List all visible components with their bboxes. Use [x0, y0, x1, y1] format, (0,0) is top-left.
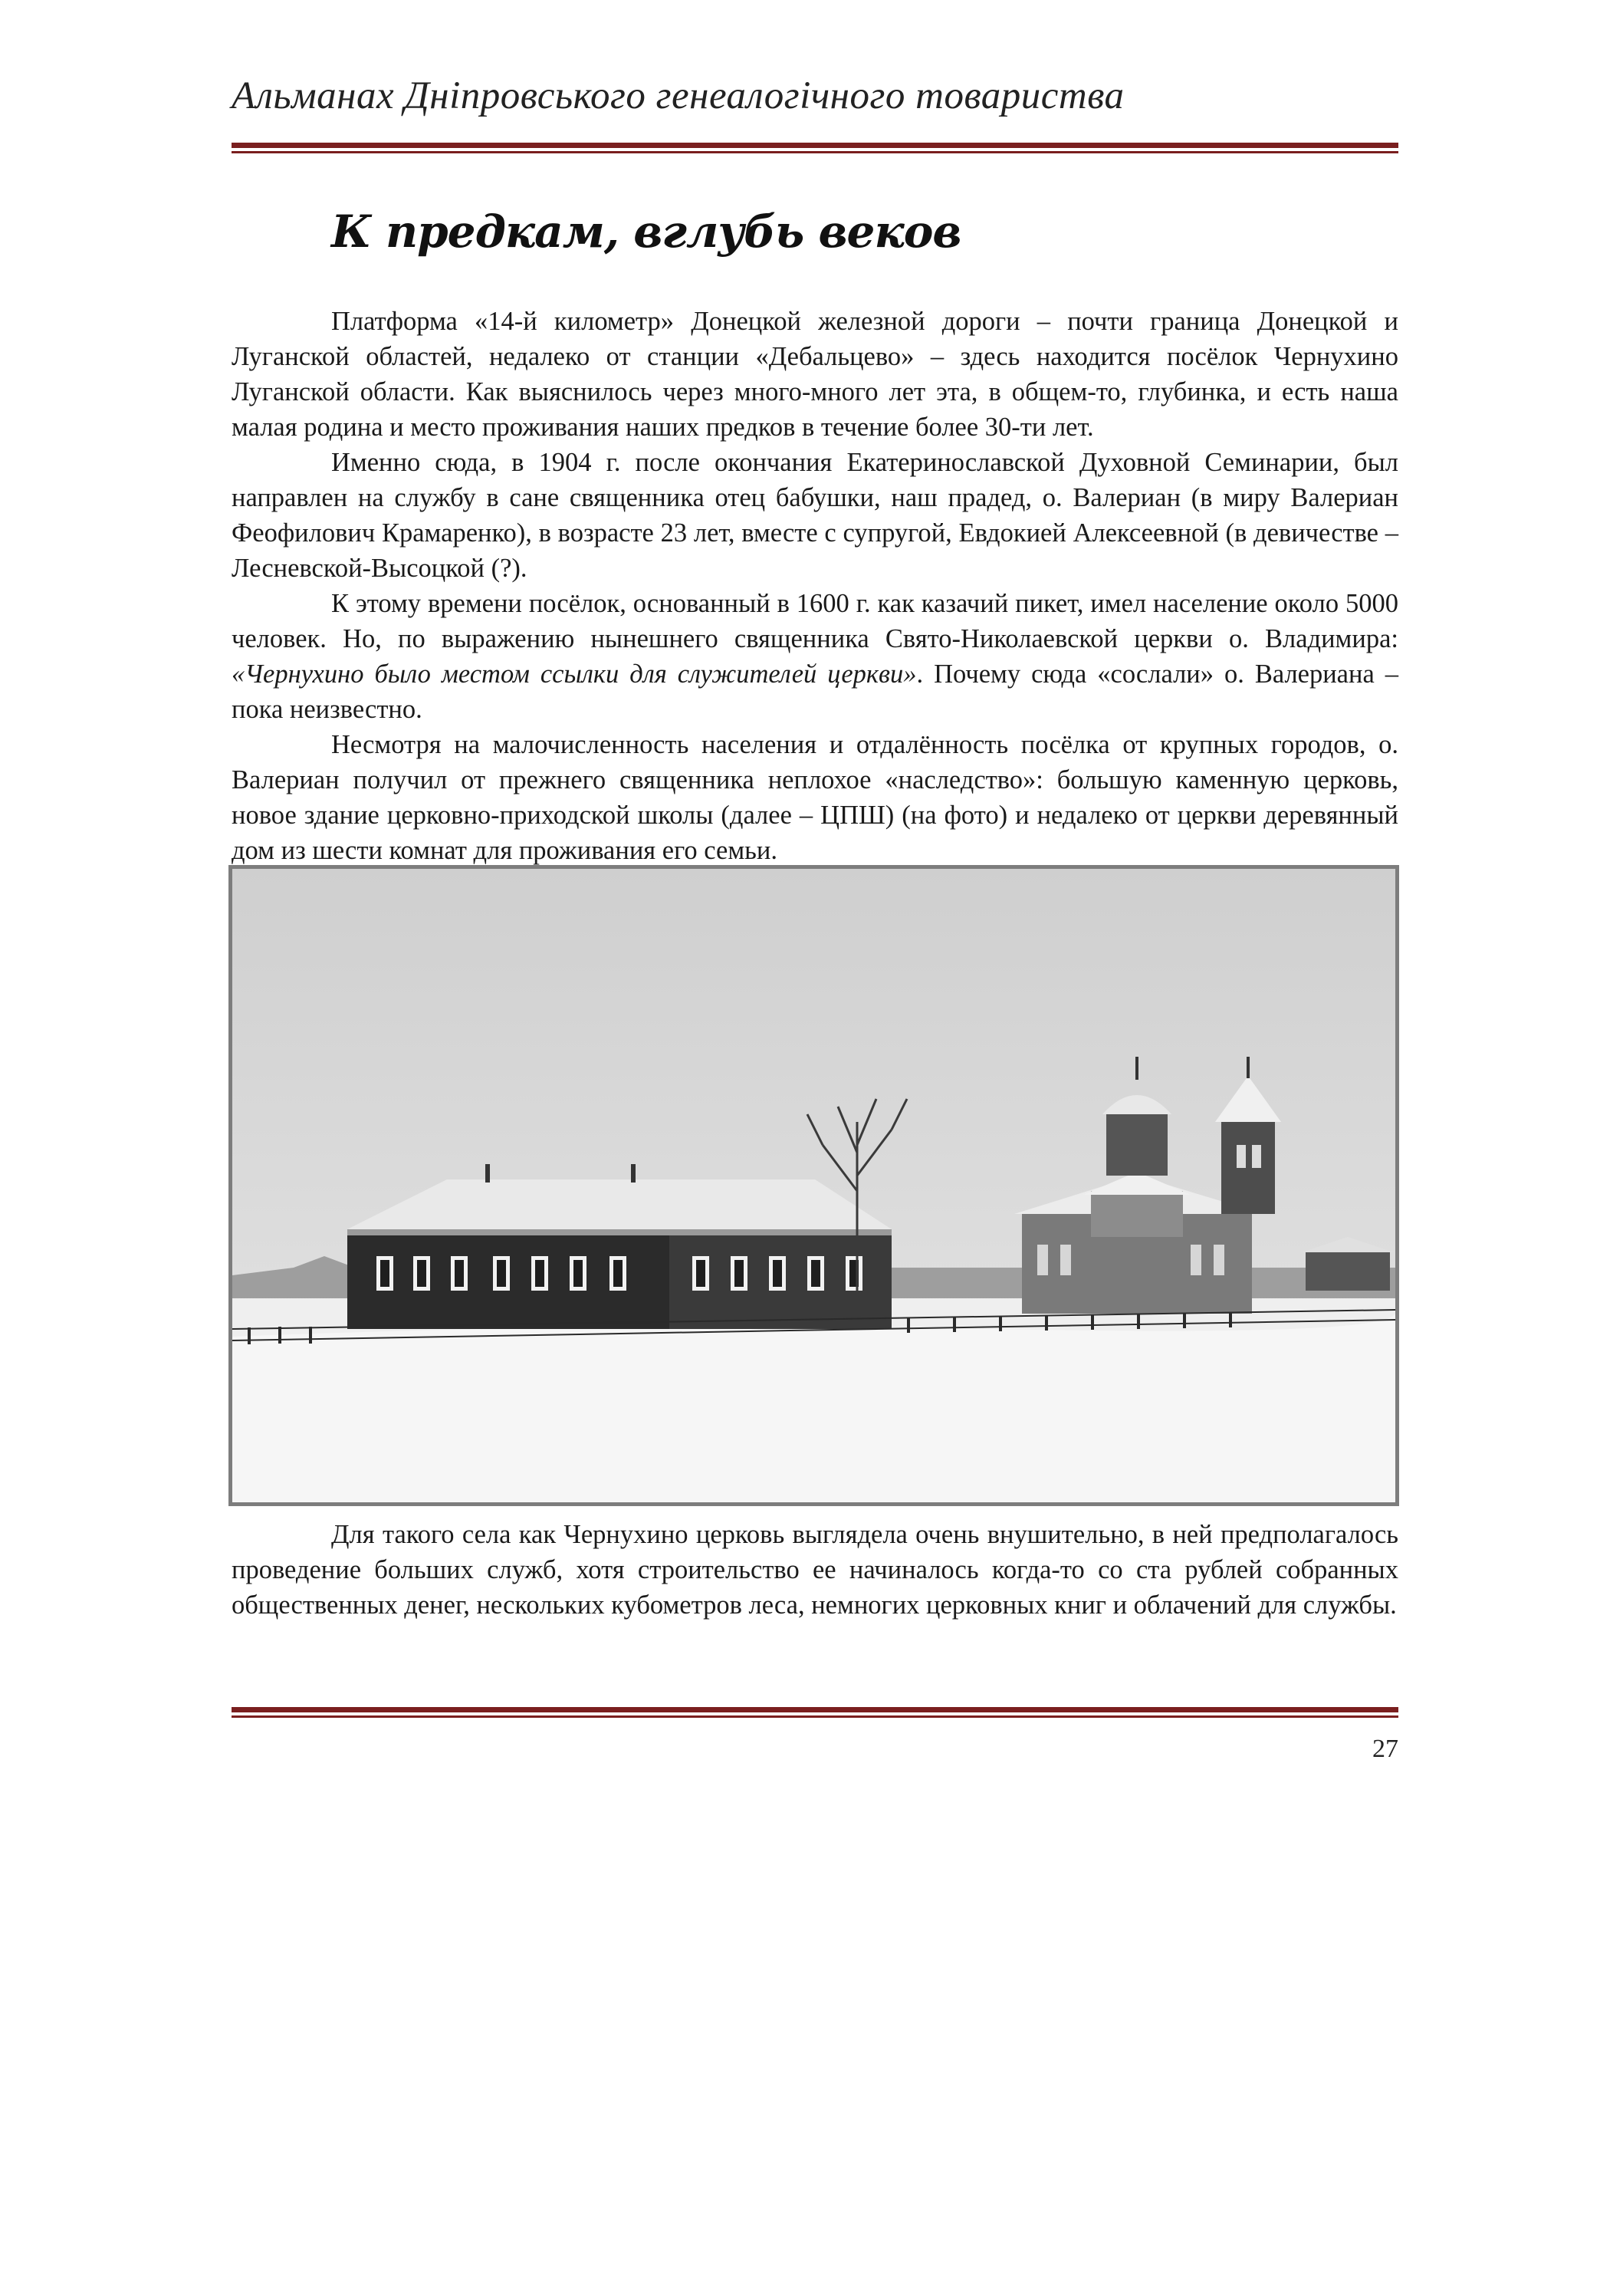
photo-church-school: [228, 865, 1399, 1506]
paragraph-3-tail: . Почему сюда «сослали» о. Валериана – пока неизвестно.: [232, 660, 1398, 724]
paragraph-3: [232, 586, 1398, 727]
photo-illustration: [232, 869, 1395, 1502]
paragraph-2: Именно сюда, в 1904 г. после окончания Екатеринославской Духовной Семинарии, был направлен на службу в сане священника отец бабушки, наш прадед, о. Валериан (в миру Валериан Феофилович Крамаренко), в возрасте 23 лет, вместе с супругой, Евдокией Алексеевной (в девичестве – Лесневской-Высоцкой (?).: [232, 448, 1398, 583]
paragraph-4: Несмотря на малочисленность населения и отдалённость посёлка от крупных городов, о. Валериан получил от прежнего священника неплохое «наследство»: большую каменную церковь, новое здание церковно-приходской школы (далее – ЦПШ) (на фото) и недалеко от церкви деревянный дом из шести комнат для проживания его семьи.: [232, 730, 1398, 865]
paragraph-5: Для такого села как Чернухино церковь выглядела очень внушительно, в ней предполагалось проведение больших служб, хотя строительство ее начиналось когда-то со ста рублей собранных общественных денег, нескольких кубометров леса, немногих церковных книг и облачений для службы.: [232, 1520, 1398, 1620]
article-title: К предкам, вглубь веков: [331, 206, 961, 258]
paragraph-1: Платформа «14-й километр» Донецкой железной дороги – почти граница Донецкой и Луганской областей, недалеко от станции «Дебальцево» – здесь находится посёлок Чернухино Луганской области. Как выяснилось через много-много лет эта, в общем-то, глубинка, и есть наша малая родина и место проживания наших предков в течение более 30-ти лет.: [232, 307, 1398, 442]
paragraph-3-lead: К этому времени посёлок, основанный в 1600 г. как казачий пикет, имел население около 5000 человек. Но, по выражению нынешнего священника Свято-Николаевской церкви о. Владимира:: [232, 589, 1398, 653]
running-header: Альманах Дніпровського генеалогічного товариства: [232, 74, 1125, 117]
quote-text: «Чернухино было местом ссылки для служителей церкви»: [232, 660, 917, 689]
page-number: 27: [1372, 1735, 1398, 1763]
after-photo-text: [232, 1517, 1398, 1623]
article-body: [232, 304, 1398, 868]
footer-rule: [232, 1707, 1398, 1719]
header-rule: [232, 143, 1398, 155]
